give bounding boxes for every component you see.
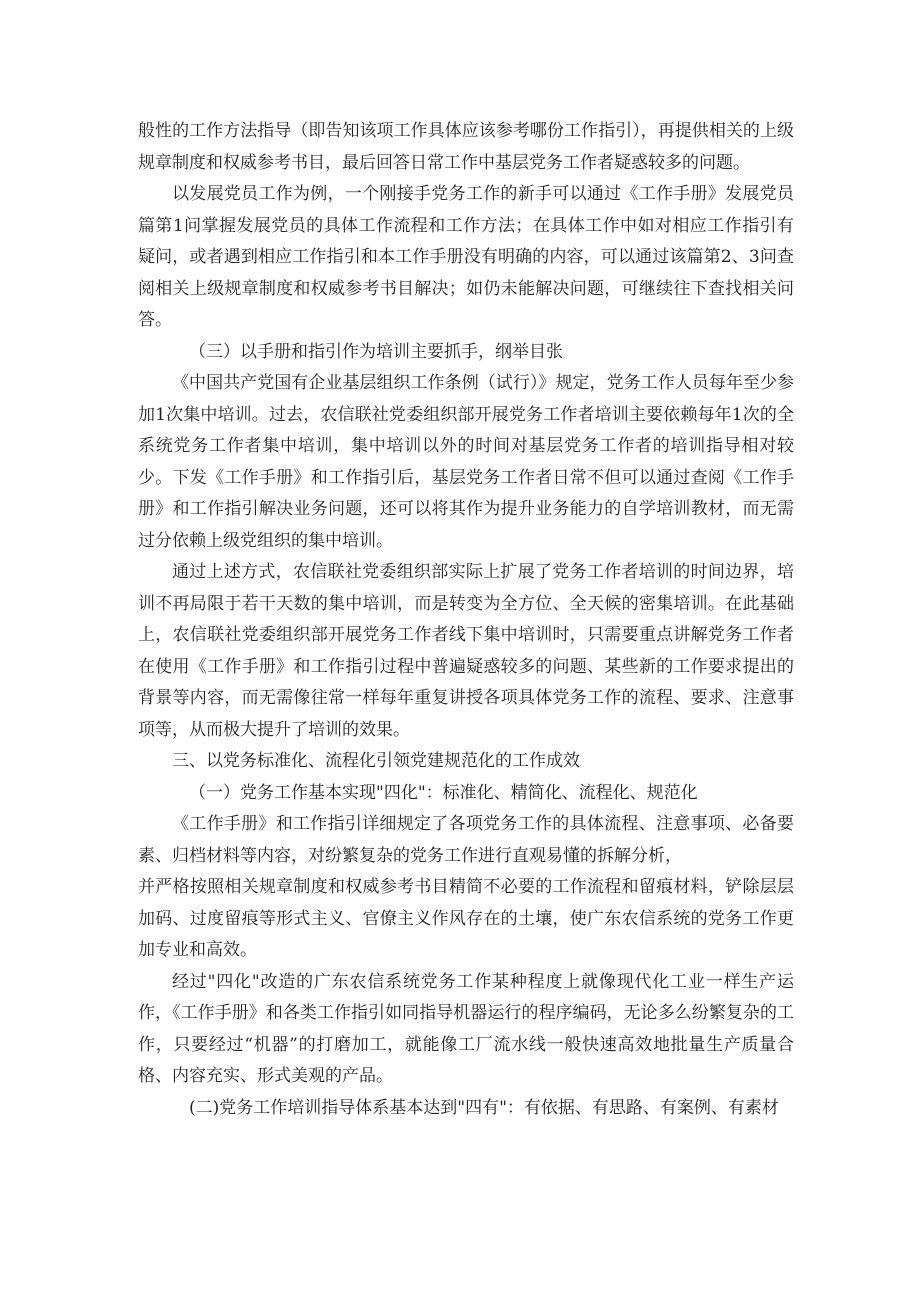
paragraph-handbook-streamlining: 并严格按照相关规章制度和权威参考书目精简不必要的工作流程和留痕材料，铲除层层加码、过度留痕等形式主义、官僚主义作风存在的土壤，使广东农信系统的党务工作更加专业和高效。 <box>138 877 794 960</box>
heading-section-three: 三、以党务标准化、流程化引领党建规范化的工作成效 <box>172 751 580 771</box>
heading-four-modernizations: （一）党务工作基本实现"四化"：标准化、精简化、流程化、规范化 <box>189 782 698 803</box>
paragraph-training-regulation: 《中国共产党国有企业基层组织工作条例（试行）》规定，党务工作人员每年至少参加1次集中培训。过去，农信联社党委组织部开展党务工作者培训主要依赖每年1次的全系统党务工作者集中培训，集中培训以外的时间对基层党务工作者的培训指导相对较少。下发《工作手册》和工作指引后，基层党务工作者日常不但可以通过查阅《工作手册》和工作指引解决业务问题，还可以将其作为提升业务能力的自学培训教材，而无需过分依赖上级党组织的集中培训。 <box>138 373 794 551</box>
paragraph-party-member-example: 以发展党员工作为例，一个刚接手党务工作的新手可以通过《工作手册》发展党员篇第1问掌握发展党员的具体工作流程和工作方法；在具体工作中如对相应工作指引有疑问，或者遇到相应工作指引和本工作手册没有明确的内容，可以通过该篇第2、3问查阅相关上级规章制度和权威参考书目解决；如仍未能解决问题，可继续往下查找相关问答。 <box>138 184 794 330</box>
paragraph-training-expansion: 通过上述方式，农信联社党委组织部实际上扩展了党务工作者培训的时间边界，培训不再局限于若干天数的集中培训，而是转变为全方位、全天候的密集培训。在此基础上，农信联社党委组织部开展党务工作者线下集中培训时，只需要重点讲解党务工作者在使用《工作手册》和工作指引过程中普遍疑惑较多的问题、某些新的工作要求提出的背景等内容，而无需像往常一样每年重复讲授各项具体党务工作的流程、要求、注意事项等，从而极大提升了培训的效果。 <box>138 562 794 740</box>
heading-training-focus: （三）以手册和指引作为培训主要抓手，纲举目张 <box>189 341 563 362</box>
document-body <box>138 116 794 1124</box>
paragraph-industrial-analogy: 经过"四化"改造的广东农信系统党务工作某种程度上就像现代化工业一样生产运作，《工作手册》和各类工作指引如同指导机器运行的程序编码，无论多么纷繁复杂的工作，只要经过“机器”的打磨加工，就能像工厂流水线一般快速高效地批量生产质量合格、内容充实、形式美观的产品。 <box>138 971 794 1086</box>
paragraph-method-guidance: 般性的工作方法指导（即告知该项工作具体应该参考哪份工作指引），再提供相关的上级规章制度和权威参考书目，最后回答日常工作中基层党务工作者疑惑较多的问题。 <box>138 121 794 173</box>
heading-four-haves: (二)党务工作培训指导体系基本达到"四有"：有依据、有思路、有案例、有素材 <box>189 1097 779 1118</box>
paragraph-handbook-details: 《工作手册》和工作指引详细规定了各项党务工作的具体流程、注意事项、必备要素、归档材料等内容，对纷繁复杂的党务工作进行直观易懂的拆解分析， <box>138 814 794 866</box>
